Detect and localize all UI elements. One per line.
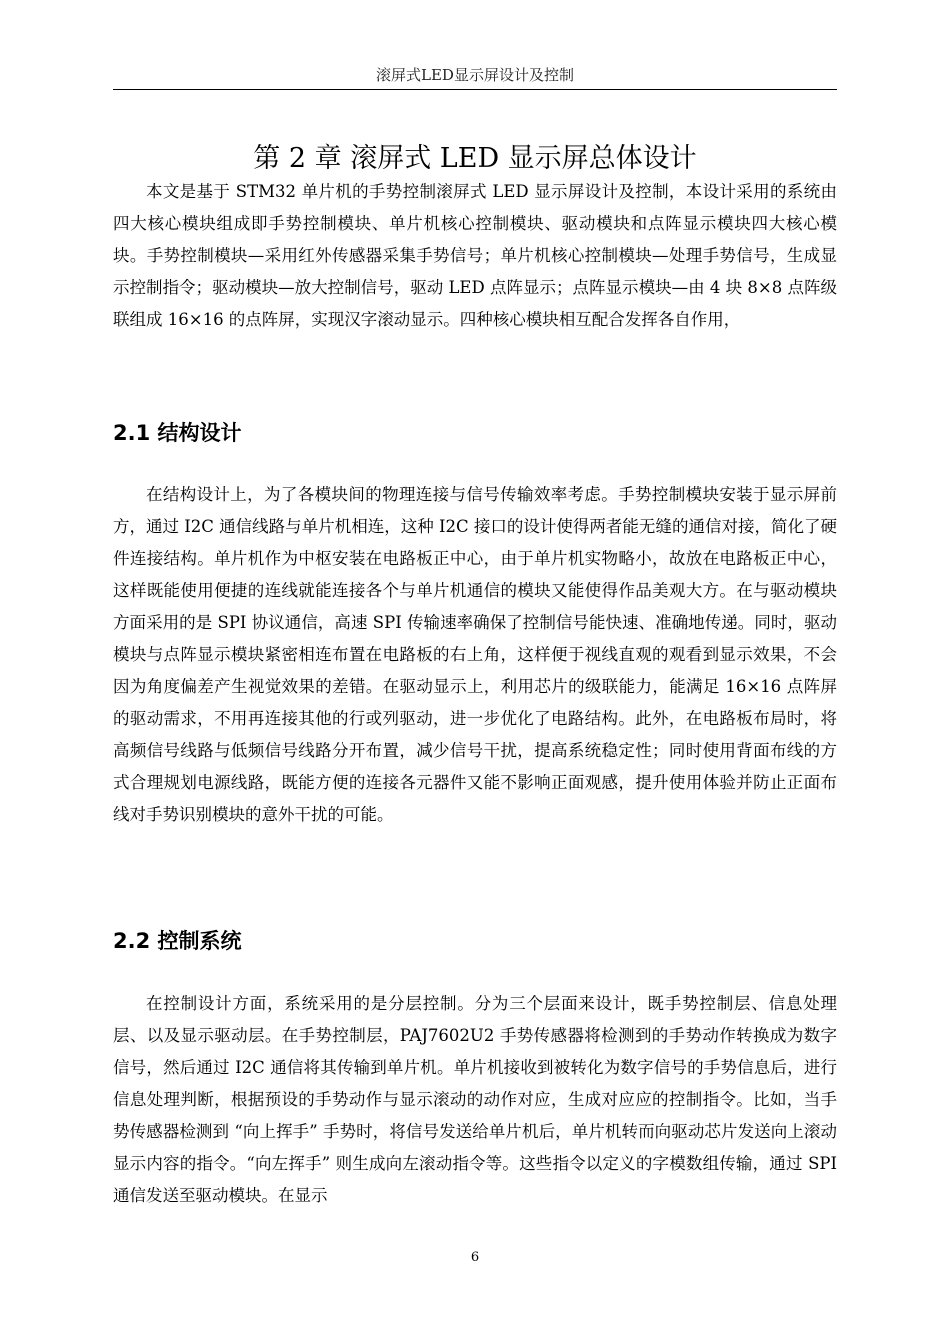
section-heading-2-2: 2.2 控制系统 (113, 929, 242, 953)
running-header: 滚屏式LED显示屏设计及控制 (376, 66, 574, 84)
section-2-1-paragraph: 在结构设计上，为了各模块间的物理连接与信号传输效率考虑。手势控制模块安装于显示屏前方，通过 I2C 通信线路与单片机相连，这种 I2C 接口的设计使得两者能无缝的通信对接，简化了硬件连接结构。单片机作为中枢安装在电路板正中心，由于单片机实物略小，故放在电路板正中心，这样既能使用便捷的连线就能连接各个与单片机通信的模块又能使得作品美观大方。在与驱动模块方面采用的是 SPI 协议通信，高速 SPI 传输速率确保了控制信号能快速、准确地传递。同时，驱动模块与点阵显示模块紧密相连布置在电路板的右上角，这样便于视线直观的观看到显示效果，不会因为角度偏差产生视觉效果的差错。在驱动显示上，利用芯片的级联能力，能满足 16×16 点阵屏的驱动需求，不用再连接其他的行或列驱动，进一步优化了电路结构。此外，在电路板布局时，将高频信号线路与低频信号线路分开布置，减少信号干扰，提高系统稳定性；同时使用背面布线的方式合理规划电源线路，既能方便的连接各元器件又能不影响正面观感，提升使用体验并防止正面布线对手势识别模块的意外干扰的可能。 (113, 485, 837, 824)
section-heading-2-1: 2.1 结构设计 (113, 421, 242, 445)
chapter-title: 第 2 章 滚屏式 LED 显示屏总体设计 (253, 143, 697, 174)
header-rule (113, 89, 837, 90)
page-number: 6 (470, 1250, 480, 1265)
section-2-2-paragraph: 在控制设计方面，系统采用的是分层控制。分为三个层面来设计，既手势控制层、信息处理层、以及显示驱动层。在手势控制层，PAJ7602U2 手势传感器将检测到的手势动作转换成为数字信号，然后通过 I2C 通信将其传输到单片机。单片机接收到被转化为数字信号的手势信息后，进行信息处理判断，根据预设的手势动作与显示滚动的动作对应，生成对应应的控制指令。比如，当手势传感器检测到 “向上挥手” 手势时，将信号发送给单片机后，单片机转而向驱动芯片发送向上滚动显示内容的指令。“向左挥手” 则生成向左滚动指令等。这些指令以定义的字模数组传输，通过 SPI 通信发送至驱动模块。在显示 (113, 994, 837, 1205)
chapter-intro-paragraph: 本文是基于 STM32 单片机的手势控制滚屏式 LED 显示屏设计及控制，本设计采用的系统由四大核心模块组成即手势控制模块、单片机核心控制模块、驱动模块和点阵显示模块四大核心模块。手势控制模块—采用红外传感器采集手势信号；单片机核心控制模块—处理手势信号，生成显示控制指令；驱动模块—放大控制信号，驱动 LED 点阵显示；点阵显示模块—由 4 块 8×8 点阵级联组成 16×16 的点阵屏，实现汉字滚动显示。四种核心模块相互配合发挥各自作用， (113, 182, 837, 329)
